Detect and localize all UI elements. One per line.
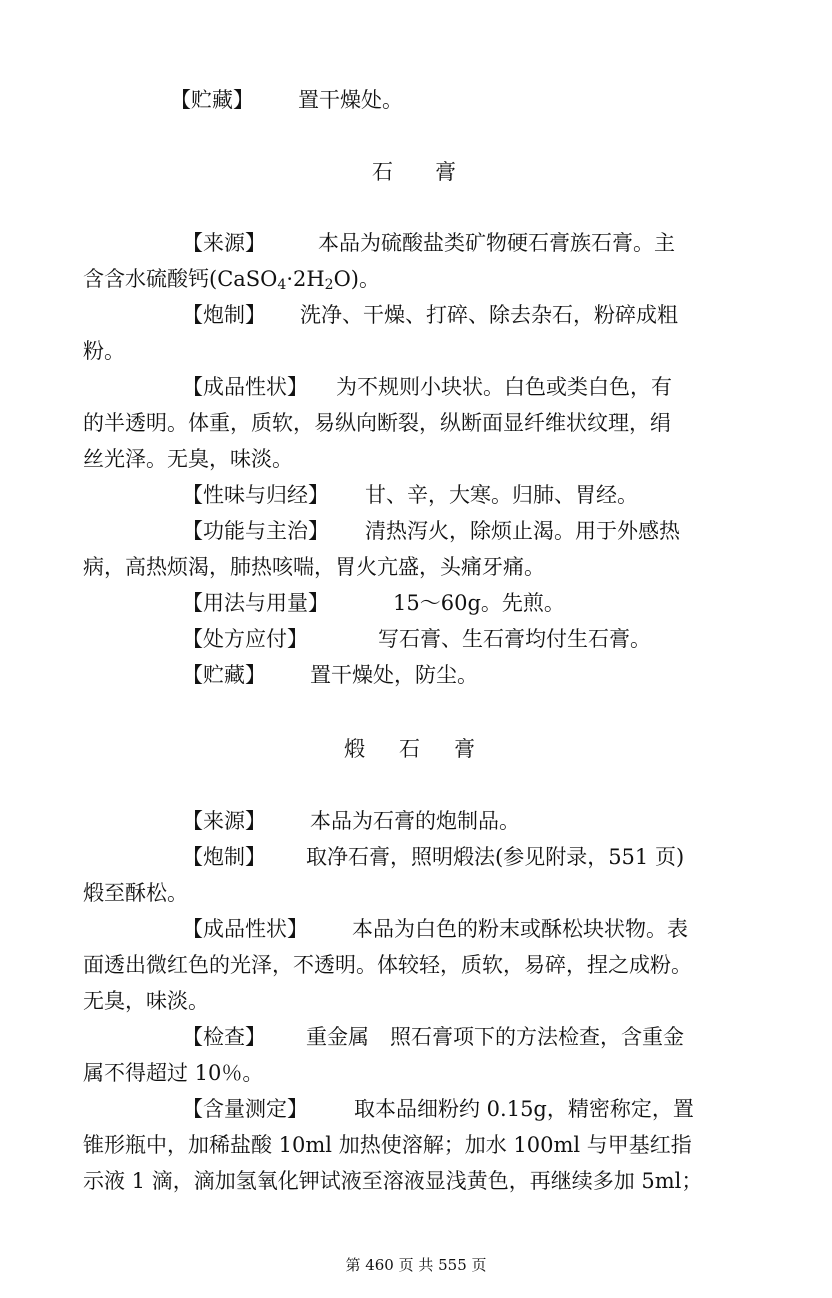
check-text: 重金属 照石膏项下的方法检查，含重金 xyxy=(306,1025,684,1049)
function-text: 清热泻火，除烦止渴。用于外感热 xyxy=(365,519,680,543)
usage-text: 15～60g。先煎。 xyxy=(393,591,565,615)
shigao-source-line-2: 含含水硫酸钙$(CaSO_4\cdot 2H_2O)$。 xyxy=(83,267,381,293)
title-char: 石 xyxy=(399,737,420,761)
source-label: 【来源】 xyxy=(182,809,266,833)
shigao-processing-line xyxy=(182,302,678,328)
prev-storage-line xyxy=(170,87,403,113)
source-text: 本品为硫酸盐类矿物硬石膏族石膏。主 xyxy=(318,231,675,255)
shigao-prescription-line xyxy=(182,626,651,652)
processing-label: 【炮制】 xyxy=(182,303,266,327)
prescription-text: 写石膏、生石膏均付生石膏。 xyxy=(378,627,651,651)
duan-character-line xyxy=(182,916,688,942)
title-char: 煅 xyxy=(344,737,365,761)
shigao-source-line xyxy=(182,230,675,256)
prev-storage-label: 【贮藏】 xyxy=(170,88,254,112)
shigao-character-line xyxy=(182,374,672,400)
shigao-character-line-2: 的半透明。体重，质软，易纵向断裂，纵断面显纤维状纹理，绢 xyxy=(83,411,671,435)
title-char: 膏 xyxy=(435,160,456,184)
nature-text: 甘、辛，大寒。归肺、胃经。 xyxy=(365,483,638,507)
character-text: 本品为白色的粉末或酥松块状物。表 xyxy=(352,917,688,941)
source-label: 【来源】 xyxy=(182,231,266,255)
processing-label: 【炮制】 xyxy=(182,845,266,869)
shigao-nature-line xyxy=(182,482,638,508)
storage-label: 【贮藏】 xyxy=(182,663,266,687)
character-text: 为不规则小块状。白色或类白色，有 xyxy=(336,375,672,399)
usage-label: 【用法与用量】 xyxy=(182,591,329,615)
duan-character-line-2: 面透出微红色的光泽，不透明。体较轻，质软，易碎，捏之成粉。 xyxy=(83,953,692,977)
shigao-function-line xyxy=(182,518,680,544)
duan-processing-line xyxy=(182,844,684,870)
source-text: 本品为石膏的炮制品。 xyxy=(310,809,520,833)
page-footer: 第 460 页 共 555 页 xyxy=(345,1256,487,1274)
section-title-duan-shigao xyxy=(344,736,475,762)
character-label: 【成品性状】 xyxy=(182,917,308,941)
shigao-processing-line-2: 粉。 xyxy=(83,339,125,363)
processing-text: 洗净、干燥、打碎、除去杂石，粉碎成粗 xyxy=(300,303,678,327)
shigao-usage-line xyxy=(182,590,565,616)
section-title-shigao xyxy=(372,159,456,185)
function-label: 【功能与主治】 xyxy=(182,519,329,543)
assay-label: 【含量测定】 xyxy=(182,1097,308,1121)
nature-label: 【性味与归经】 xyxy=(182,483,329,507)
shigao-storage-line xyxy=(182,662,478,688)
duan-character-line-3: 无臭，味淡。 xyxy=(83,989,209,1013)
assay-text: 取本品细粉约 0.15g，精密称定，置 xyxy=(354,1097,694,1121)
duan-check-line-2: 属不得超过 10％。 xyxy=(83,1061,264,1085)
duan-check-line xyxy=(182,1024,684,1050)
duan-source-line xyxy=(182,808,520,834)
processing-text: 取净石膏，照明煅法(参见附录，551 页) xyxy=(306,845,685,869)
prescription-label: 【处方应付】 xyxy=(182,627,308,651)
shigao-character-line-3: 丝光泽。无臭，味淡。 xyxy=(83,447,293,471)
title-char: 石 xyxy=(372,160,393,184)
prev-storage-text: 置干燥处。 xyxy=(298,88,403,112)
shigao-function-line-2: 病，高热烦渴，肺热咳喘，胃火亢盛，头痛牙痛。 xyxy=(83,555,545,579)
check-label: 【检查】 xyxy=(182,1025,266,1049)
character-label: 【成品性状】 xyxy=(182,375,308,399)
title-char: 膏 xyxy=(454,737,475,761)
duan-assay-line-2: 锥形瓶中，加稀盐酸 10ml 加热使溶解；加水 100ml 与甲基红指 xyxy=(83,1133,692,1157)
duan-processing-line-2: 煅至酥松。 xyxy=(83,881,188,905)
storage-text: 置干燥处，防尘。 xyxy=(310,663,478,687)
duan-assay-line-3: 示液 1 滴，滴加氢氧化钾试液至溶液显浅黄色，再继续多加 5ml； xyxy=(83,1169,703,1193)
duan-assay-line xyxy=(182,1096,694,1122)
